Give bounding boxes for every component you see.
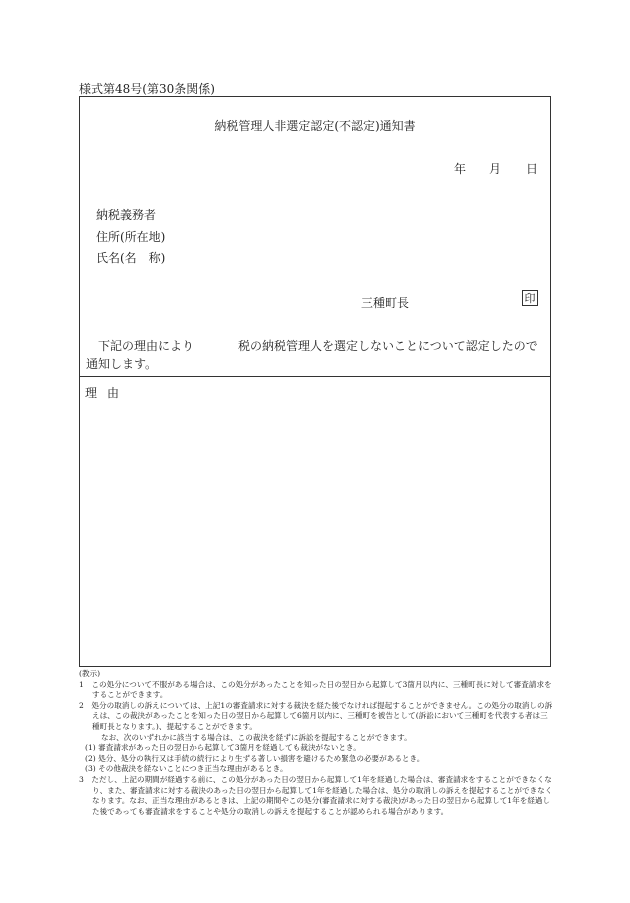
section-divider bbox=[79, 376, 551, 377]
issuer-name: 三種町長 bbox=[361, 296, 410, 310]
note-2-item-2: (2) 処分、処分の執行又は手続の続行により生ずる著しい損害を避けるため緊急の必要があるとき。 bbox=[85, 753, 425, 763]
date-month-label: 月 bbox=[489, 162, 502, 176]
form-frame bbox=[79, 96, 551, 667]
notice-body-part2: 税の納税管理人を選定しないことについて認定したので通知します。 bbox=[86, 339, 538, 371]
seal-mark: 印 bbox=[522, 290, 538, 306]
date-year-label: 年 bbox=[454, 162, 467, 176]
note-3: 3 ただし、上記の期間が経過する前に、この処分があった日の翌日から起算して1年を経過した場合は、審査請求をすることができなくなり、また、審査請求に対する裁決のあった日の翌日から起算して1年を経過した場合は、処分の取消しの訴えを提起することができなくなります。なお、正当な理由があるときは、上記の期間やこの処分(審査請求に対する裁決)があった日の翌日から起算して1年を経過した後であっても審査請求をすることや処分の取消しの訴えを提起することが認められる場合があります。 bbox=[79, 774, 553, 816]
notice-body bbox=[86, 337, 548, 373]
document-title: 納税管理人非選定認定(不認定)通知書 bbox=[214, 119, 416, 133]
taxpayer-label: 納税義務者 bbox=[96, 208, 157, 222]
note-2: 2 処分の取消しの訴えについては、上記1の審査請求に対する裁決を経た後でなければ提起することができません。この処分の取消しの訴えは、この裁決があったことを知った日の翌日から起算して6箇月以内に、三種町を被告として(訴訟において三種町を代表する者は三種町長となります。)、提起することができます。 bbox=[79, 700, 553, 731]
address-label: 住所(所在地) bbox=[96, 230, 166, 244]
form-number: 様式第48号(第30条関係) bbox=[79, 82, 215, 96]
reason-label: 理由 bbox=[85, 386, 130, 400]
note-2-exception: なお、次のいずれかに該当する場合は、この裁決を経ずに訴訟を提起することができます。 bbox=[101, 732, 412, 742]
notice-body-part1: 下記の理由により bbox=[98, 339, 195, 353]
date-day-label: 日 bbox=[526, 162, 539, 176]
notes-heading: (教示) bbox=[79, 669, 101, 678]
instruction-notes bbox=[79, 669, 553, 817]
note-2-item-1: (1) 審査請求があった日の翌日から起算して3箇月を経過しても裁決がないとき。 bbox=[85, 743, 361, 753]
note-2-item-3: (3) その他裁決を経ないことにつき正当な理由があるとき。 bbox=[85, 764, 288, 774]
name-label: 氏名(名 称) bbox=[96, 251, 166, 265]
note-1: 1 この処分について不服がある場合は、この処分があったことを知った日の翌日から起算して3箇月以内に、三種町長に対して審査請求をすることができます。 bbox=[79, 679, 552, 700]
